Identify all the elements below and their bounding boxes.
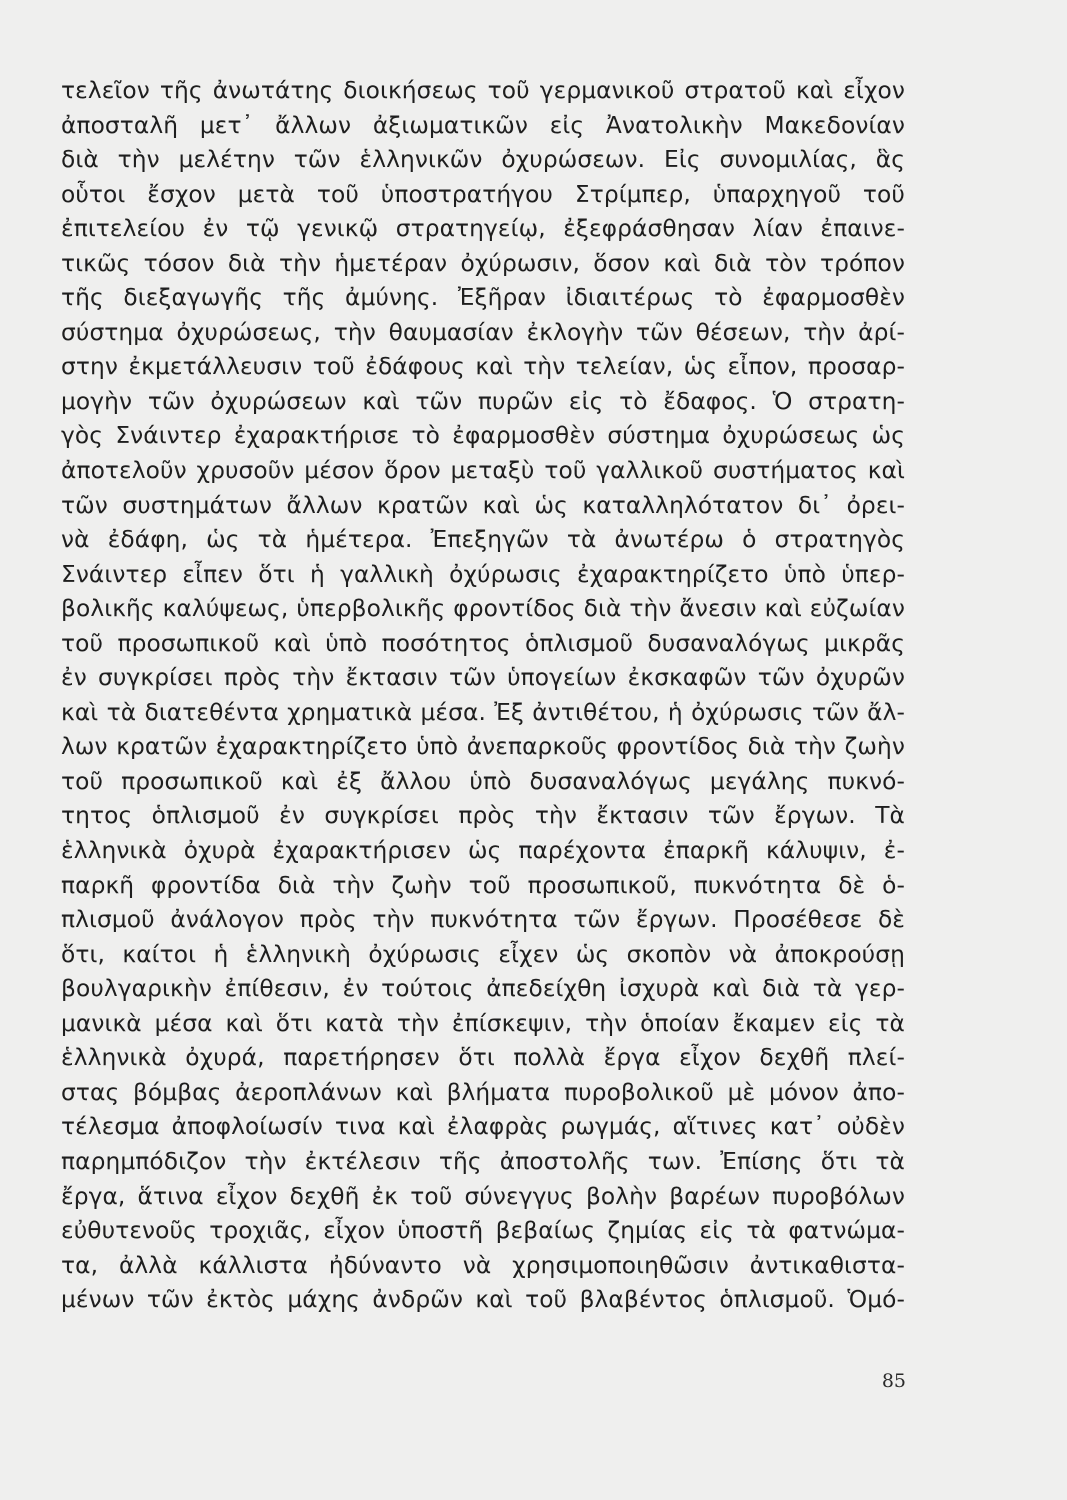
text-line: στας βόμβας ἀεροπλάνων καὶ βλήματα πυροβολικοῦ μὲ μόνον ἀπο- — [61, 1078, 905, 1106]
text-line: παρκῆ φροντίδα διὰ τὴν ζωὴν τοῦ προσωπικοῦ, πυκνότητα δὲ ὁ- — [61, 871, 905, 899]
text-line: οὗτοι ἔσχον μετὰ τοῦ ὑποστρατήγου Στρίμπερ, ὑπαρχηγοῦ τοῦ — [61, 180, 905, 208]
text-line: ἐν συγκρίσει πρὸς τὴν ἔκτασιν τῶν ὑπογείων ἐκσκαφῶν τῶν ὀχυρῶν — [61, 664, 905, 692]
text-line: τητος ὁπλισμοῦ ἐν συγκρίσει πρὸς τὴν ἔκτασιν τῶν ἔργων. Τὰ — [61, 802, 905, 830]
text-line: σύστημα ὀχυρώσεως, τὴν θαυμασίαν ἐκλογὴν τῶν θέσεων, τὴν ἀρί- — [61, 318, 905, 346]
text-line: τῶν συστημάτων ἄλλων κρατῶν καὶ ὡς καταλληλότατον δι᾽ ὀρει- — [61, 491, 905, 519]
text-line: καὶ τὰ διατεθέντα χρηματικὰ μέσα. Ἐξ ἀντιθέτου, ἡ ὀχύρωσις τῶν ἄλ- — [61, 698, 905, 726]
text-line: βουλγαρικὴν ἐπίθεσιν, ἐν τούτοις ἀπεδείχθη ἰσχυρὰ καὶ διὰ τὰ γερ- — [61, 975, 905, 1003]
text-line: ἑλληνικὰ ὀχυρὰ ἐχαρακτήρισεν ὡς παρέχοντα ἐπαρκῆ κάλυψιν, ἐ- — [61, 837, 905, 865]
text-line: τικῶς τόσον διὰ τὴν ἡμετέραν ὀχύρωσιν, ὅσον καὶ διὰ τὸν τρόπον — [61, 249, 905, 277]
text-line: ἐπιτελείου ἐν τῷ γενικῷ στρατηγείῳ, ἐξεφράσθησαν λίαν ἐπαινε- — [61, 215, 905, 243]
text-line: Σνάιντερ εἶπεν ὅτι ἡ γαλλικὴ ὀχύρωσις ἐχαρακτηρίζετο ὑπὸ ὑπερ- — [61, 560, 905, 588]
text-line: τοῦ προσωπικοῦ καὶ ἐξ ἄλλου ὑπὸ δυσαναλόγως μεγάλης πυκνό- — [61, 767, 905, 795]
text-line: λων κρατῶν ἐχαρακτηρίζετο ὑπὸ ἀνεπαρκοῦς φροντίδος διὰ τὴν ζωὴν — [61, 733, 905, 761]
text-line: τα, ἀλλὰ κάλλιστα ἠδύναντο νὰ χρησιμοποιηθῶσιν ἀντικαθιστα- — [61, 1251, 905, 1279]
text-line: μανικὰ μέσα καὶ ὅτι κατὰ τὴν ἐπίσκεψιν, τὴν ὁποίαν ἔκαμεν εἰς τὰ — [61, 1009, 905, 1037]
text-line: ἀποτελοῦν χρυσοῦν μέσον ὅρον μεταξὺ τοῦ γαλλικοῦ συστήματος καὶ — [61, 457, 905, 485]
text-line: παρημπόδιζον τὴν ἐκτέλεσιν τῆς ἀποστολῆς των. Ἐπίσης ὅτι τὰ — [61, 1147, 905, 1175]
text-line: τῆς διεξαγωγῆς τῆς ἀμύνης. Ἐξῆραν ἰδιαιτέρως τὸ ἐφαρμοσθὲν — [61, 284, 905, 312]
text-line: τέλεσμα ἀποφλοίωσίν τινα καὶ ἐλαφρὰς ρωγμάς, αἵτινες κατ᾽ οὐδὲν — [61, 1113, 905, 1141]
text-line: ἔργα, ἅτινα εἶχον δεχθῆ ἐκ τοῦ σύνεγγυς βολὴν βαρέων πυροβόλων — [61, 1182, 905, 1210]
text-line: νὰ ἐδάφη, ὡς τὰ ἡμέτερα. Ἐπεξηγῶν τὰ ἀνωτέρω ὁ στρατηγὸς — [61, 526, 905, 554]
page-number: 85 — [881, 1370, 906, 1392]
text-line: πλισμοῦ ἀνάλογον πρὸς τὴν πυκνότητα τῶν ἔργων. Προσέθεσε δὲ — [61, 906, 905, 934]
text-line: στην ἐκμετάλλευσιν τοῦ ἐδάφους καὶ τὴν τελείαν, ὡς εἶπον, προσαρ- — [61, 353, 905, 381]
body-text — [61, 74, 905, 1318]
text-line: γὸς Σνάιντερ ἐχαρακτήρισε τὸ ἐφαρμοσθὲν σύστημα ὀχυρώσεως ὡς — [61, 422, 905, 450]
text-line: ἑλληνικὰ ὀχυρά, παρετήρησεν ὅτι πολλὰ ἔργα εἶχον δεχθῆ πλεί- — [61, 1044, 905, 1072]
text-line: τοῦ προσωπικοῦ καὶ ὑπὸ ποσότητος ὁπλισμοῦ δυσαναλόγως μικρᾶς — [61, 629, 905, 657]
text-line: ὅτι, καίτοι ἡ ἑλληνικὴ ὀχύρωσις εἶχεν ὡς σκοπὸν νὰ ἀποκρούσῃ — [61, 940, 905, 968]
text-line: ἀποσταλῆ μετ᾽ ἄλλων ἀξιωματικῶν εἰς Ἀνατολικὴν Μακεδονίαν — [61, 111, 905, 139]
text-line: εὐθυτενοῦς τροχιᾶς, εἶχον ὑποστῆ βεβαίως ζημίας εἰς τὰ φατνώμα- — [61, 1217, 905, 1245]
text-line: μένων τῶν ἐκτὸς μάχης ἀνδρῶν καὶ τοῦ βλαβέντος ὁπλισμοῦ. Ὁμό- — [61, 1286, 905, 1314]
text-line: μογὴν τῶν ὀχυρώσεων καὶ τῶν πυρῶν εἰς τὸ ἔδαφος. Ὁ στρατη- — [61, 387, 905, 415]
text-line: βολικῆς καλύψεως, ὑπερβολικῆς φροντίδος διὰ τὴν ἄνεσιν καὶ εὐζωίαν — [61, 595, 905, 623]
text-line: τελεῖον τῆς ἀνωτάτης διοικήσεως τοῦ γερμανικοῦ στρατοῦ καὶ εἶχον — [61, 77, 905, 104]
text-line: διὰ τὴν μελέτην τῶν ἑλληνικῶν ὀχυρώσεων. Εἰς συνομιλίας, ἃς — [61, 146, 905, 174]
